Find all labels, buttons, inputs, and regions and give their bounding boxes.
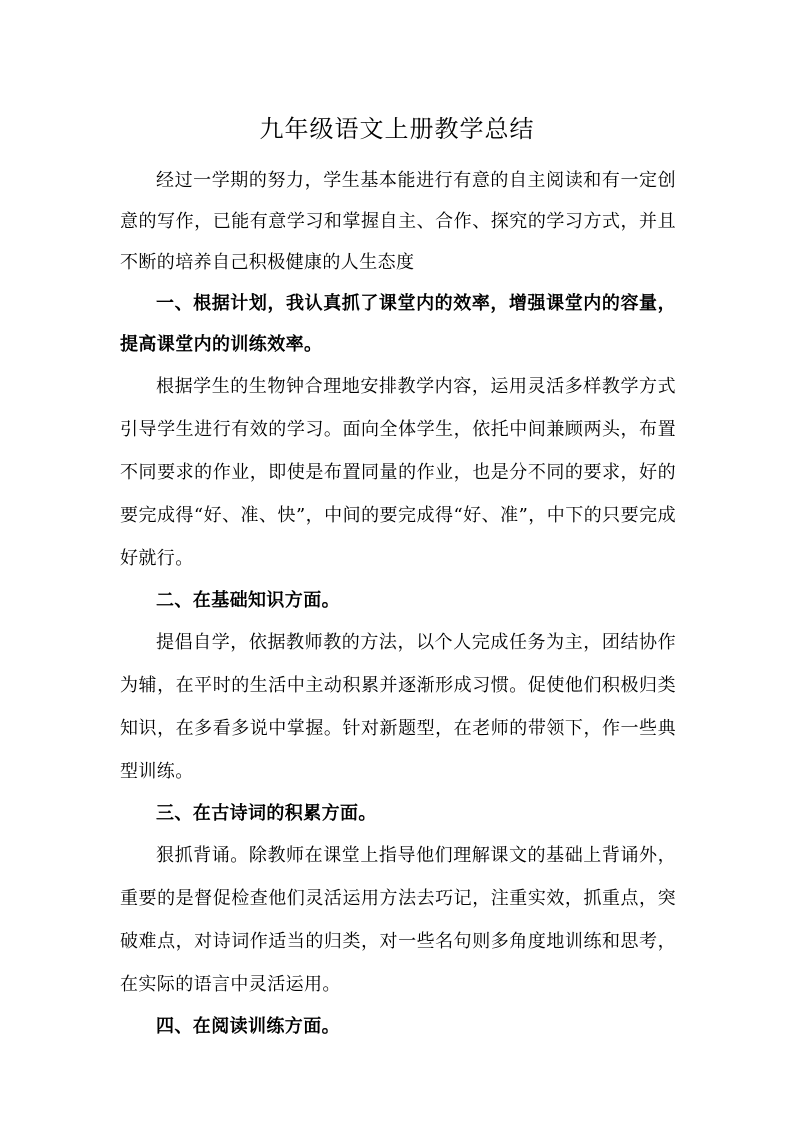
section-heading-4: 四、在阅读训练方面。 <box>156 1016 340 1037</box>
paragraph-intro: 经过一学期的努力，学生基本能进行有意的自主阅读和有一定创意的写作，已能有意学习和掌握自主、合作、探究的学习方式，并且不断的培养自己积极健康的人生态度 <box>120 170 676 273</box>
section-heading-2: 二、在基础知识方面。 <box>156 590 340 611</box>
document-title: 九年级语文上册教学总结 <box>259 115 535 143</box>
paragraph-section-2: 提倡自学，依据教师教的方法，以个人完成任务为主，团结协作为辅，在平时的生活中主动积累并逐渐形成习惯。促使他们积极归类知识，在多看多说中掌握。针对新题型，在老师的带领下，作一些典型训练。 <box>120 632 676 782</box>
paragraph-section-1: 根据学生的生物钟合理地安排教学内容，运用灵活多样教学方式引导学生进行有效的学习。面向全体学生，依托中间兼顾两头，布置不同要求的作业，即使是布置同量的作业，也是分不同的要求，好的要完成得“好、准、快”，中间的要完成得“好、准”，中下的只要完成好就行。 <box>120 376 676 569</box>
paragraph-section-3: 狠抓背诵。除教师在课堂上指导他们理解课文的基础上背诵外，重要的是督促检查他们灵活运用方法去巧记，注重实效，抓重点，突破难点，对诗词作适当的归类，对一些名句则多角度地训练和思考，在实际的语言中灵活运用。 <box>120 845 676 995</box>
section-heading-1: 一、根据计划，我认真抓了课堂内的效率，增强课堂内的容量，提高课堂内的训练效率。 <box>120 293 676 355</box>
section-heading-3: 三、在古诗词的积累方面。 <box>156 803 377 824</box>
document-body <box>120 160 676 1047</box>
